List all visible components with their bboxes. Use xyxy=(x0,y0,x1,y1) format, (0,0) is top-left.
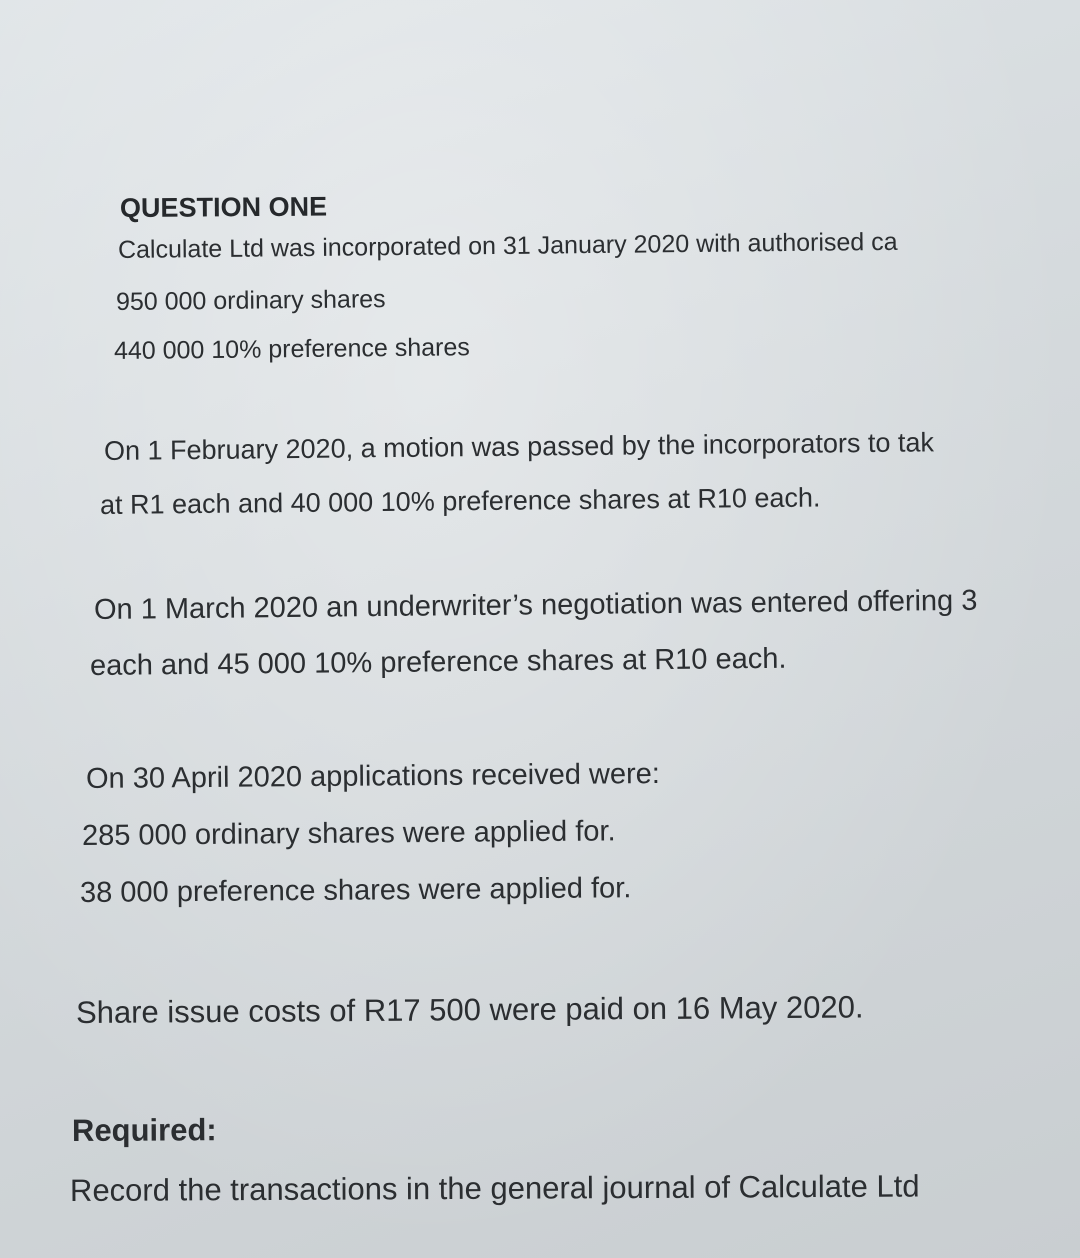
march-line-2: each and 45 000 10% preference shares at R10 each. xyxy=(89,642,787,682)
april-line-1: On 30 April 2020 applications received were: xyxy=(85,757,661,795)
intro-line-3: 440 000 10% preference shares xyxy=(113,333,470,365)
required-label: Required: xyxy=(71,1112,217,1148)
required-text: Record the transactions in the general journal of Calculate Ltd xyxy=(69,1168,920,1208)
april-line-2: 285 000 ordinary shares were applied for. xyxy=(81,815,616,852)
february-line-2: at R1 each and 40 000 10% preference shares at R10 each. xyxy=(99,482,821,520)
february-line-1: On 1 February 2020, a motion was passed by the incorporators to tak xyxy=(103,427,935,466)
april-line-3: 38 000 preference shares were applied for. xyxy=(79,872,632,909)
question-heading: QUESTION ONE xyxy=(119,191,328,223)
share-issue-costs: Share issue costs of R17 500 were paid on 16 May 2020. xyxy=(75,989,864,1030)
march-line-1: On 1 March 2020 an underwriter’s negotiation was entered offering 3 xyxy=(93,584,978,626)
intro-line-2: 950 000 ordinary shares xyxy=(115,285,386,316)
intro-line-1: Calculate Ltd was incorporated on 31 January 2020 with authorised ca xyxy=(117,227,898,264)
